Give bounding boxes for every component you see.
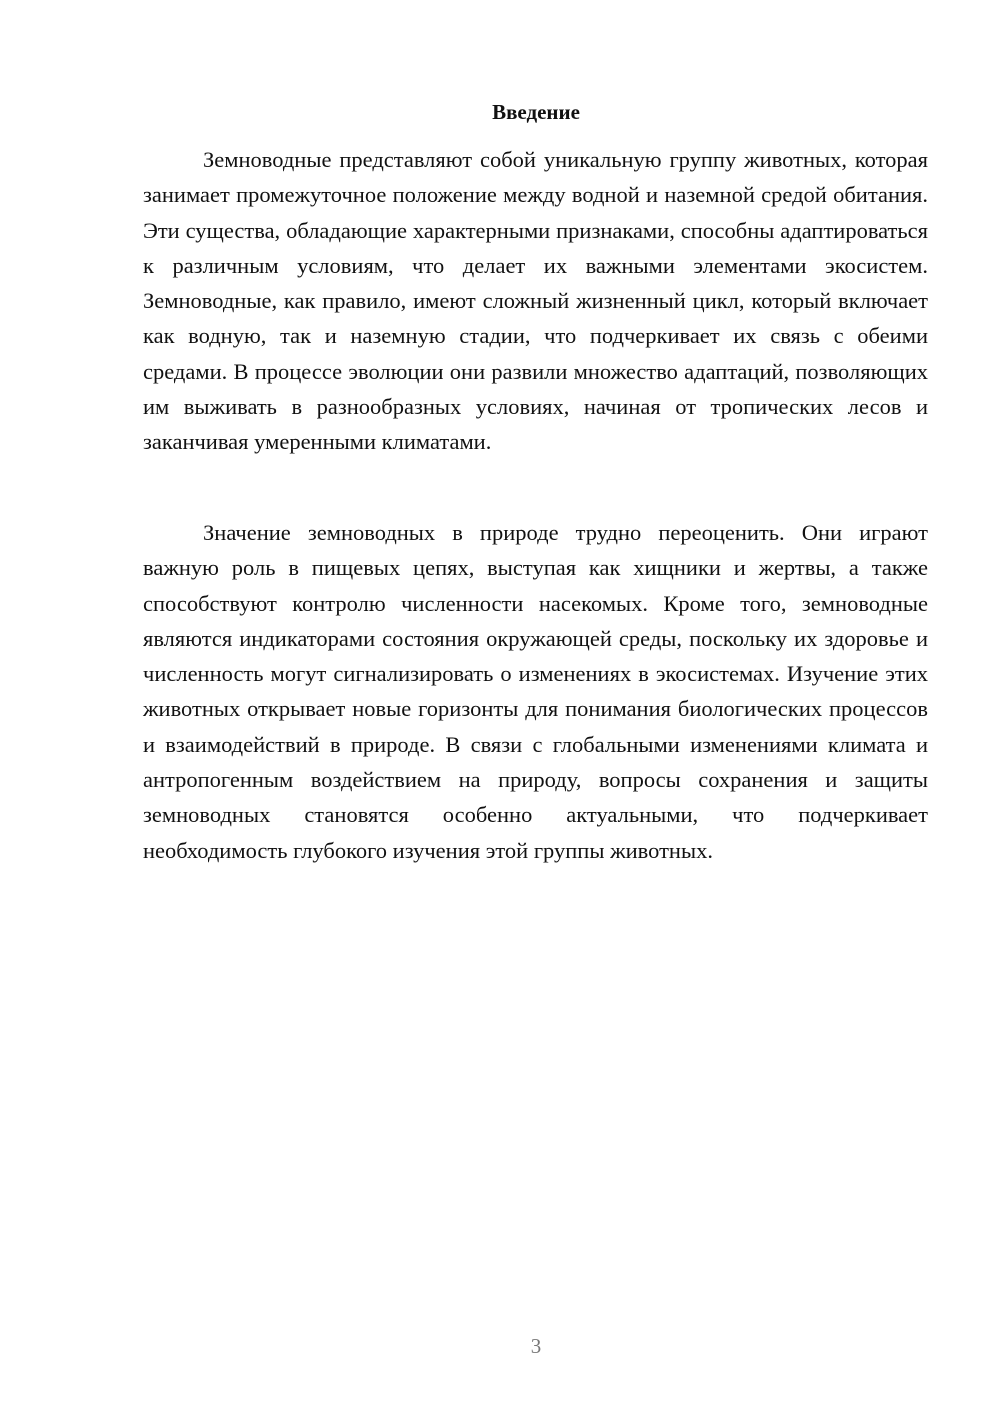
page-number: 3 (530, 1334, 542, 1358)
paragraph-2: Значение земноводных в природе трудно переоценить. Они играют важную роль в пищевых цепях, выступая как хищники и жертвы, а также способствуют контролю численности насекомых. Кроме того, земноводные являются индикаторами состояния окружающей среды, поскольку их здоровье и численность могут сигнализировать о изменениях в экосистемах. Изучение этих животных открывает новые горизонты для понимания биологических процессов и взаимодействий в природе. В связи с глобальными изменениями климата и антропогенным воздействием на природу, вопросы сохранения и защиты земноводных становятся особенно актуальными, что подчеркивает необходимость глубокого изучения этой группы животных. (143, 520, 928, 863)
section-heading: Введение (492, 100, 580, 124)
paragraph-1: Земноводные представляют собой уникальную группу животных, которая занимает промежуточное положение между водной и наземной средой обитания. Эти существа, обладающие характерными признаками, способны адаптироваться к различным условиям, что делает их важными элементами экосистем. Земноводные, как правило, имеют сложный жизненный цикл, который включает как водную, так и наземную стадии, что подчеркивает их связь с обеими средами. В процессе эволюции они развили множество адаптаций, позволяющих им выживать в разнообразных условиях, начиная от тропических лесов и заканчивая умеренными климатами. (143, 147, 928, 455)
